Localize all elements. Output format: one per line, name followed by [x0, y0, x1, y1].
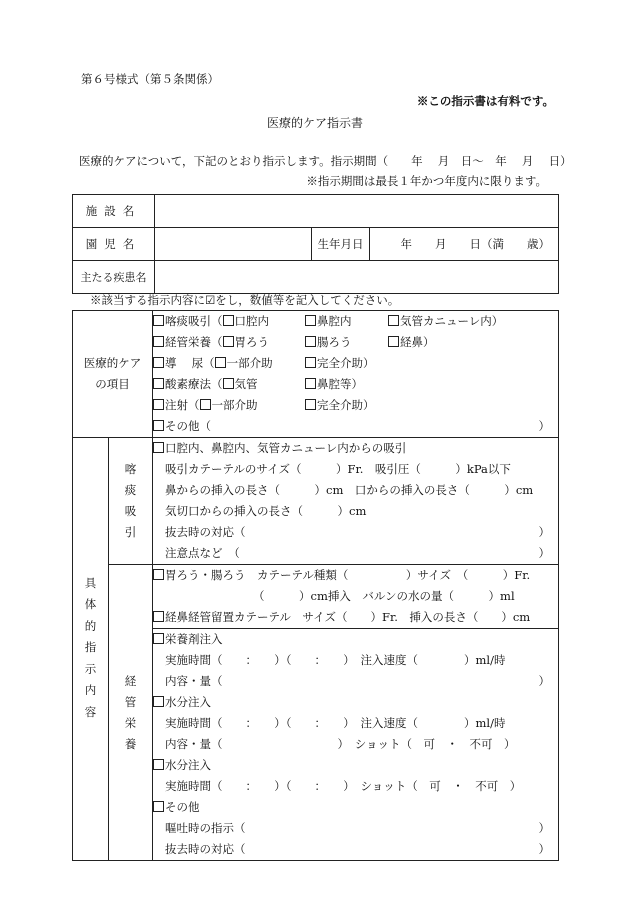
checkbox-suction[interactable] — [153, 315, 164, 326]
suction-line-2: 吸引カテーテルのサイズ（ ）Fr. 吸引圧（ ）kPa以下 — [165, 462, 511, 476]
suction-label — [109, 438, 153, 565]
feeding-line-10: 嘔吐時の指示（ ） — [165, 821, 550, 835]
feeding-line-7: 水分注入 — [153, 755, 558, 776]
instruction-intro: 医療的ケアについて，下記のとおり指示します。指示期間（ 年 月 日～ 年 月 日） — [79, 154, 572, 168]
feeding-line-11: 抜去時の対応（ ） — [165, 842, 550, 856]
checkbox-tube-feeding[interactable] — [153, 336, 164, 347]
checkbox-injection[interactable] — [153, 399, 164, 410]
suction-row — [73, 438, 559, 565]
child-label: 園児名 — [73, 228, 155, 261]
catheter-line-1: 胃ろう・腸ろう カテーテル種類（ ）サイズ （ ）Fr. — [153, 565, 558, 586]
suction-label-text — [124, 459, 138, 543]
nutritionVert-char: 栄 — [124, 715, 137, 730]
disease-label: 主たる疾患名 — [73, 261, 155, 294]
mainVert-char: 内 — [84, 683, 97, 698]
suction-line-1: 口腔内、鼻腔内、気管カニューレ内からの吸引 — [153, 438, 558, 459]
feeding-line-9: その他 — [153, 797, 558, 818]
detail-main-label — [73, 438, 109, 861]
feeding-line-2: 実施時間（ ： ）（ ： ） 注入速度（ ）ml/時 — [165, 653, 506, 667]
nutrition-label — [109, 565, 153, 861]
document-title: 医療的ケア指示書 — [266, 116, 363, 130]
nutritionVert-char: 経 — [124, 673, 137, 688]
care-item-catheter: 導 尿（ 一部介助 完全介助） — [153, 353, 558, 374]
checkbox-partial-assist-1[interactable] — [215, 357, 226, 368]
suctionVert-char: 喀 — [124, 462, 137, 476]
feeding-details — [153, 629, 559, 861]
care-item-other: その他（ ） — [153, 416, 558, 437]
checkbox-nasal-catheter[interactable] — [153, 611, 164, 622]
checkbox-oral[interactable] — [223, 315, 234, 326]
care-items-label — [73, 311, 153, 438]
checkbox-nutrient[interactable] — [153, 633, 164, 644]
facility-field[interactable] — [155, 195, 559, 228]
mainVert-char: 指 — [84, 640, 97, 655]
birth-field[interactable]: 年 月 日（満 歳） — [370, 228, 559, 261]
care-items-list — [153, 311, 559, 438]
checkbox-partial-assist-2[interactable] — [200, 399, 211, 410]
checkbox-nasal-cavity[interactable] — [305, 378, 316, 389]
checkbox-trachea[interactable] — [223, 378, 234, 389]
child-row — [73, 228, 559, 261]
nutritionVert-char: 管 — [124, 694, 137, 709]
period-note: ※指示期間は最長１年かつ年度内に限ります。 — [306, 174, 547, 188]
facility-row — [73, 195, 559, 228]
care-items-label-line1: 医療的ケア — [83, 356, 142, 370]
suction-line-4: 気切口からの挿入の長さ（ ）cm — [165, 504, 367, 518]
mainVert-char: 容 — [84, 704, 97, 719]
checkbox-full-assist-2[interactable] — [305, 399, 316, 410]
mainVert-char: 体 — [84, 597, 97, 612]
birth-label: 生年月日 — [312, 228, 370, 261]
facility-label: 施設名 — [73, 195, 155, 228]
care-item-tube-feeding: 経管栄養（ 胃ろう 腸ろう 経鼻） — [153, 332, 558, 353]
checkbox-feeding-other[interactable] — [153, 801, 164, 812]
checkbox-nasal[interactable] — [305, 315, 316, 326]
suction-details — [153, 438, 559, 565]
checkbox-gastro-catheter[interactable] — [153, 569, 164, 580]
checkbox-catheter[interactable] — [153, 357, 164, 368]
suction-line-6: 注意点など （ ） — [165, 546, 550, 560]
nutritionVert-char: 養 — [124, 736, 137, 751]
feeding-line-1: 栄養剤注入 — [153, 629, 558, 650]
suctionVert-char: 引 — [124, 525, 137, 539]
mainVert-char: 示 — [84, 661, 97, 676]
catheter-row — [73, 565, 559, 629]
checkbox-gastrostomy[interactable] — [223, 336, 234, 347]
checkbox-water-2[interactable] — [153, 759, 164, 770]
suction-line-5: 抜去時の対応（ ） — [165, 525, 550, 539]
mainVert-char: 具 — [84, 575, 97, 590]
checkbox-full-assist-1[interactable] — [305, 357, 316, 368]
care-item-suction: 喀痰吸引（ 口腔内 鼻腔内 気管カニューレ内） — [153, 311, 558, 332]
checkbox-water-1[interactable] — [153, 696, 164, 707]
checkbox-suction-detail[interactable] — [153, 442, 164, 453]
basic-info-table — [72, 194, 559, 294]
checkbox-oxygen[interactable] — [153, 378, 164, 389]
care-item-injection: 注射（ 一部介助 完全介助） — [153, 395, 558, 416]
feeding-line-3: 内容・量（ ） — [165, 674, 550, 688]
suctionVert-char: 痰 — [124, 483, 137, 497]
feeding-line-4: 水分注入 — [153, 692, 558, 713]
suction-line-3: 鼻からの挿入の長さ（ ）cm 口からの挿入の長さ（ ）cm — [165, 483, 534, 497]
mainVert-char: 的 — [84, 618, 97, 633]
checkbox-other[interactable] — [153, 420, 164, 431]
checkbox-enterostomy[interactable] — [305, 336, 316, 347]
feeding-line-6: 内容・量（ ） ショット（ 可 ・ 不可 ） — [165, 737, 516, 751]
disease-field[interactable] — [155, 261, 559, 294]
child-name-field[interactable] — [155, 228, 312, 261]
check-note: ※該当する指示内容に☑をし，数値等を記入してください。 — [90, 293, 400, 307]
nutrition-label-text — [124, 671, 138, 755]
detail-main-label-text — [84, 574, 98, 725]
catheter-details — [153, 565, 559, 629]
feeding-line-8: 実施時間（ ： ）（ ： ） ショット（ 可 ・ 不可 ） — [165, 779, 522, 793]
care-item-oxygen: 酸素療法（ 気管 鼻腔等） — [153, 374, 558, 395]
checkbox-nasogastric[interactable] — [388, 336, 399, 347]
paid-note: ※この指示書は有料です。 — [416, 94, 554, 108]
suctionVert-char: 吸 — [124, 504, 137, 518]
care-items-label-line2: の項目 — [95, 377, 130, 391]
form-number: 第６号様式（第５条関係） — [81, 72, 219, 86]
care-items-row — [73, 311, 559, 438]
disease-row — [73, 261, 559, 294]
checkbox-cannula[interactable] — [388, 315, 399, 326]
catheter-line-3: 経鼻経管留置カテーテル サイズ（ ）Fr. 挿入の長さ（ ）cm — [153, 607, 558, 628]
catheter-line-2: （ ）cm挿入 バルンの水の量（ ）ml — [253, 589, 515, 603]
feeding-line-5: 実施時間（ ： ）（ ： ） 注入速度（ ）ml/時 — [165, 716, 506, 730]
care-instruction-table — [72, 310, 559, 861]
